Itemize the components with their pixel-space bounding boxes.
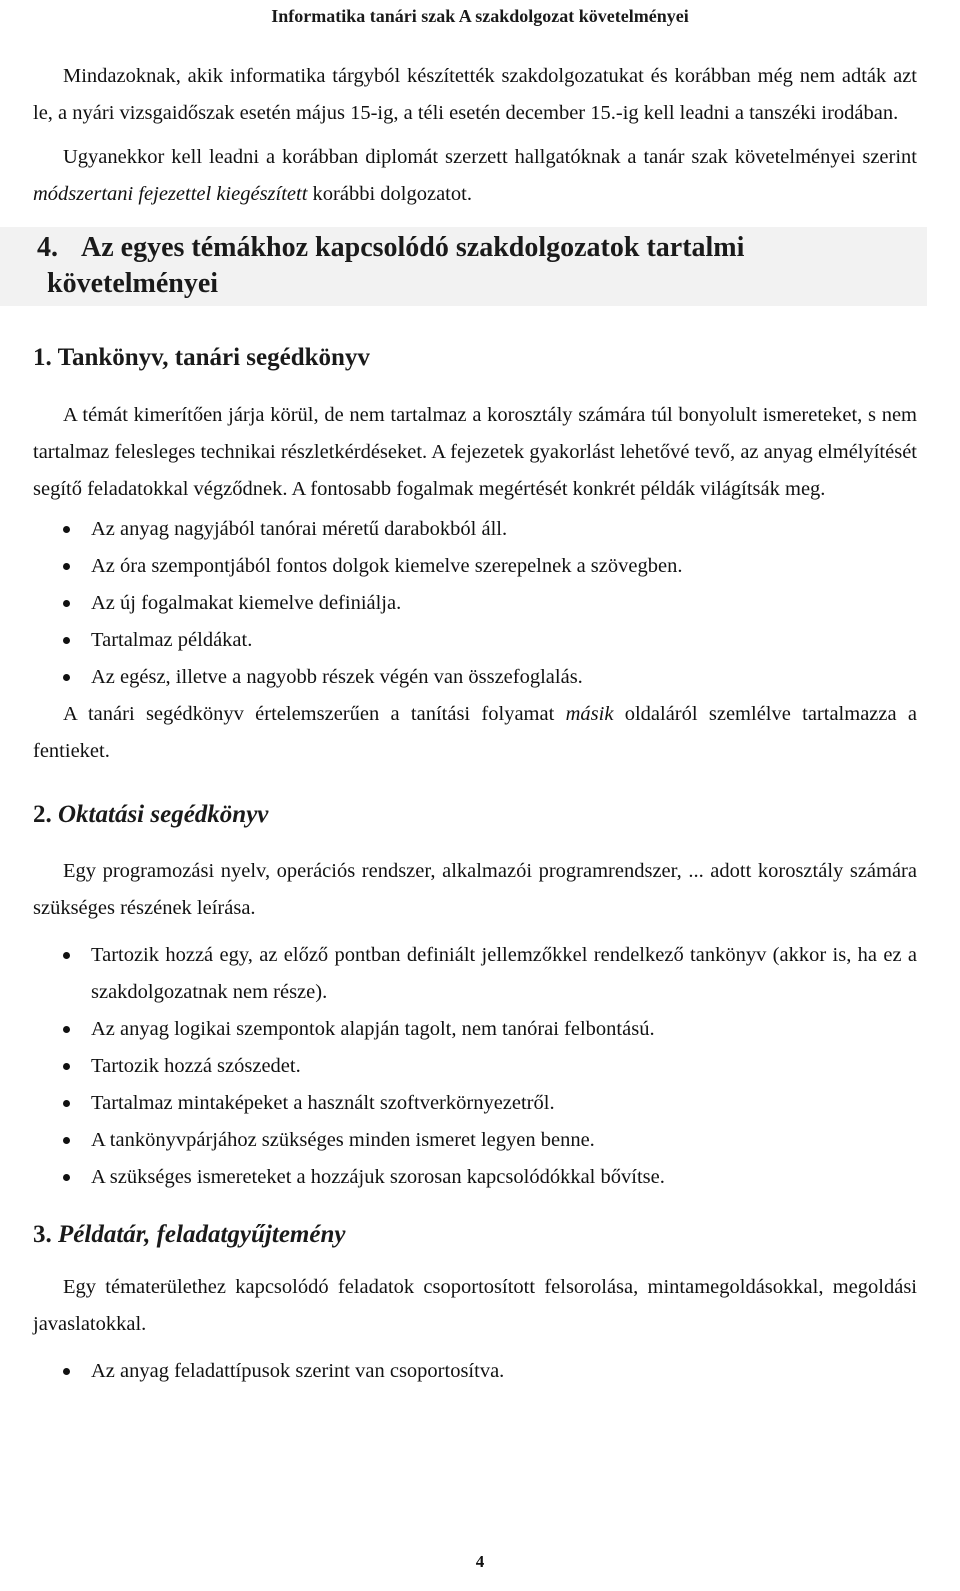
intro-paragraph-2: [33, 139, 917, 213]
intro-paragraph-1: Mindazoknak, akik informatika tárgyból készítették szakdolgozatukat és korábban még nem adták azt le, a nyári vizsgaidőszak esetén május 15-ig, a téli esetén december 15.-ig kell leadni a tanszéki irodában.: [33, 65, 917, 124]
page-number: 4: [475, 1552, 485, 1571]
section-3-heading: [33, 1217, 917, 1253]
bullet-icon: [63, 637, 70, 644]
list-item-text: Az óra szempontjából fontos dolgok kiemelve szerepelnek a szövegben.: [91, 555, 683, 577]
closing-text-after: oldaláról szemlélve tartalmazza a fentieket.: [33, 703, 917, 762]
chapter-number: 4.: [37, 232, 58, 263]
section-3-number: 3.: [33, 1221, 52, 1248]
bullet-icon: [63, 674, 70, 681]
bullet-icon: [63, 563, 70, 570]
list-item: [33, 1048, 917, 1085]
section-3-bullet-list: [33, 1353, 917, 1390]
intro-p2-italic: módszertani fejezettel kiegészített: [33, 183, 308, 205]
list-item-text: A szükséges ismereteket a hozzájuk szorosan kapcsolódókkal bővítse.: [91, 1166, 665, 1188]
list-item-text: Tartalmaz mintaképeket a használt szoftverkörnyezetről.: [91, 1092, 555, 1114]
section-2-heading: [33, 797, 917, 833]
bullet-icon: [63, 1137, 70, 1144]
list-item-text: Tartozik hozzá egy, az előző pontban definiált jellemzőkkel rendelkező tankönyv (akkor is, ha ez a szakdolgozatnak nem része).: [91, 944, 917, 1003]
chapter-title-line-1: Az egyes témákhoz kapcsolódó szakdolgozatok tartalmi: [81, 232, 745, 263]
section-1-paragraph: A témát kimerítően járja körül, de nem tartalmaz a korosztály számára túl bonyolult ismereteket, s nem tartalmaz felesleges technikai részletkérdéseket. A fejezetek gyakorlást lehetővé tevő, az anyag elmélyítését segítő feladatokkal végződnek. A fontosabb fogalmak megértését konkrét példák világítsák meg.: [33, 404, 917, 500]
section-1-bullet-list: [33, 511, 917, 696]
list-item-text: Az anyag logikai szempontok alapján tagolt, nem tanórai felbontású.: [91, 1018, 655, 1040]
chapter-title: [37, 230, 917, 302]
bullet-icon: [63, 1174, 70, 1181]
list-item: [33, 1011, 917, 1048]
chapter-title-line-2: követelményei: [47, 268, 219, 299]
intro-p2-text-before: Ugyanekkor kell leadni a korábban diplomát szerzett hallgatóknak a tanár szak követelményei szerint: [63, 146, 917, 168]
section-3-paragraph: Egy tématerülethez kapcsolódó feladatok csoportosított felsorolása, mintamegoldásokkal, megoldási javaslatokkal.: [33, 1276, 917, 1335]
section-1-number: 1.: [33, 344, 52, 371]
list-item-text: Az egész, illetve a nagyobb részek végén van összefoglalás.: [91, 666, 583, 688]
bullet-icon: [63, 1026, 70, 1033]
list-item-text: Tartalmaz példákat.: [91, 629, 253, 651]
list-item: [33, 1122, 917, 1159]
list-item: [33, 585, 917, 622]
page-header: Informatika tanári szak A szakdolgozat követelményei: [271, 6, 689, 26]
document-body: [33, 58, 917, 1390]
list-item: [33, 1159, 917, 1196]
list-item: [33, 548, 917, 585]
list-item-text: Az anyag feladattípusok szerint van csoportosítva.: [91, 1360, 505, 1382]
chapter-heading-block: [0, 227, 927, 306]
section-3-title: Példatár, feladatgyűjtemény: [58, 1221, 346, 1248]
list-item: [33, 1353, 917, 1390]
bullet-icon: [63, 1063, 70, 1070]
section-1-closing-paragraph: [33, 696, 917, 770]
list-item: [33, 1085, 917, 1122]
bullet-icon: [63, 1100, 70, 1107]
list-item-text: A tankönyvpárjához szükséges minden ismeret legyen benne.: [91, 1129, 595, 1151]
intro-p2-text-after: korábbi dolgozatot.: [307, 183, 472, 205]
section-1-title: Tankönyv, tanári segédkönyv: [57, 344, 370, 371]
list-item-text: Tartozik hozzá szószedet.: [91, 1055, 301, 1077]
section-2-bullet-list: [33, 937, 917, 1196]
list-item-text: Az anyag nagyjából tanórai méretű darabokból áll.: [91, 518, 508, 540]
list-item: [33, 937, 917, 1011]
section-2-title: Oktatási segédkönyv: [58, 801, 269, 828]
section-2-number: 2.: [33, 801, 52, 828]
list-item: [33, 511, 917, 548]
bullet-icon: [63, 600, 70, 607]
bullet-icon: [63, 1368, 70, 1375]
bullet-icon: [63, 526, 70, 533]
bullet-icon: [63, 952, 70, 959]
list-item-text: Az új fogalmakat kiemelve definiálja.: [91, 592, 402, 614]
section-1-heading: [33, 340, 917, 376]
list-item: [33, 622, 917, 659]
section-2-paragraph: Egy programozási nyelv, operációs rendszer, alkalmazói programrendszer, ... adott korosztály számára szükséges részének leírása.: [33, 860, 917, 919]
list-item: [33, 659, 917, 696]
closing-text-before: A tanári segédkönyv értelemszerűen a tanítási folyamat: [63, 703, 566, 725]
closing-italic: másik: [565, 703, 614, 725]
